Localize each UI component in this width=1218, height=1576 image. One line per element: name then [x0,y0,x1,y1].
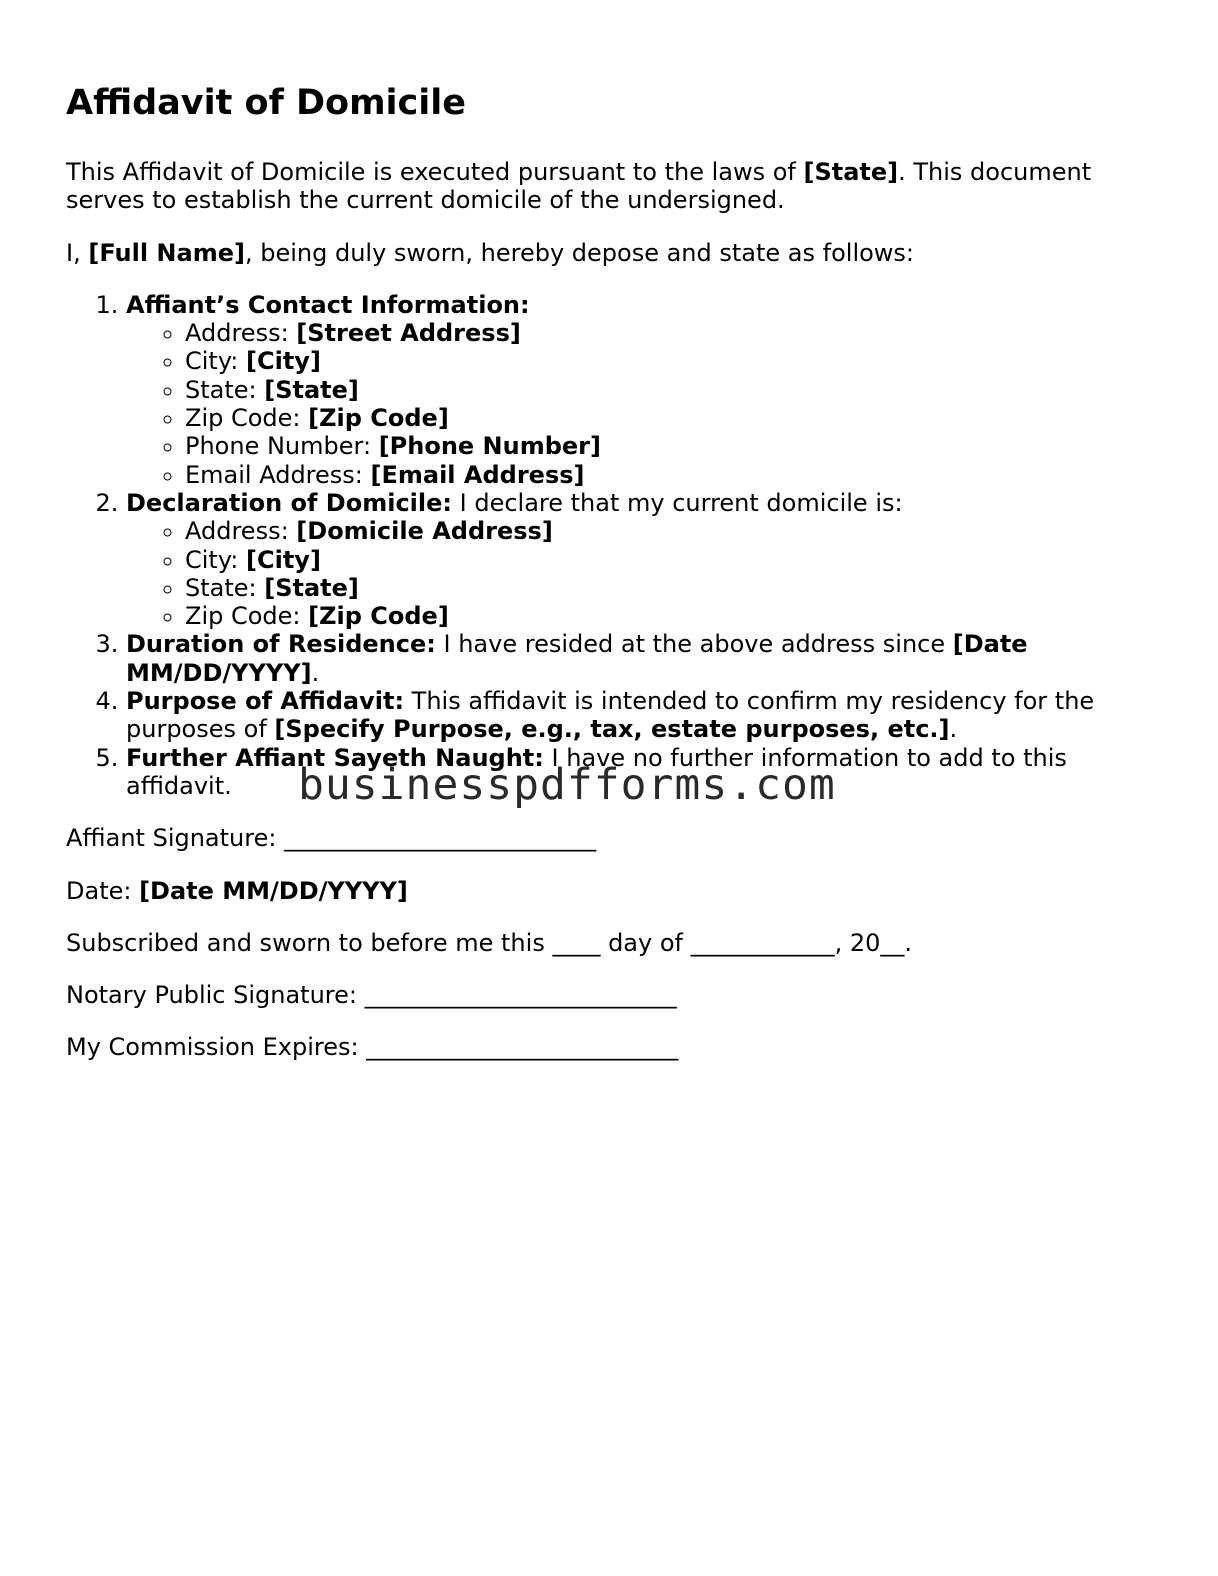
sworn-statement: I, [Full Name], being duly sworn, hereby depose and state as follows: [66,238,915,267]
state-placeholder: [State] [803,158,899,186]
item-contact-info: 1. Affiant’s Contact Information: ◦ Address: [Street Address] ◦ City: [City] ◦ State: [State] ◦ Zip Code: [Zip Code] ◦ Phone Number: [Phone Number] ◦ Email Address: [Email Address] [126,291,1096,489]
document-title: Affidavit of Domicile [66,83,467,123]
domicile-list [126,517,1096,630]
list-item: ◦ State: [State] [185,574,1096,602]
date-line: Date: [Date MM/DD/YYYY] [66,876,408,905]
list-item: ◦ Phone Number: [Phone Number] [185,432,1096,460]
date-placeholder: [Date MM/DD/YYYY] [139,876,408,905]
item-duration-of-residence: 3. Duration of Residence: I have resided at the above address since [Date MM/DD/YYYY]. [126,630,1096,687]
commission-expires-line: My Commission Expires: __________________________ [66,1033,679,1062]
list-item: ◦ Address: [Street Address] [185,319,1096,347]
list-item: ◦ State: [State] [185,376,1096,404]
list-item: ◦ Email Address: [Email Address] [185,461,1096,489]
item-further-affiant: 5. Further Affiant Sayeth Naught: I have no further information to add to this affidavit. [126,744,1096,801]
list-item: ◦ Zip Code: [Zip Code] [185,404,1096,432]
list-item: ◦ Zip Code: [Zip Code] [185,602,1096,630]
full-name-placeholder: [Full Name] [88,238,245,267]
document-page [66,80,1096,1062]
item-purpose-of-affidavit: 4. Purpose of Affidavit: This affidavit is intended to confirm my residency for the purposes of [Specify Purpose, e.g., tax, estate purposes, etc.]. [126,687,1096,744]
affiant-signature-line: Affiant Signature: __________________________ [66,824,597,853]
intro-paragraph: This Affidavit of Domicile is executed pursuant to the laws of [State]. This document serves to establish the current domicile of the undersigned. [66,158,1092,215]
item-declaration-of-domicile: 2. Declaration of Domicile: I declare that my current domicile is: ◦ Address: [Domicile Address] ◦ City: [City] ◦ State: [State] ◦ Zip Code: [Zip Code] [126,489,1096,630]
watermark: businesspdfforms.com [298,760,836,810]
affidavit-items [66,291,1096,800]
subscribed-line: Subscribed and sworn to before me this ____ day of ____________, 20__. [66,928,913,957]
contact-info-list [126,319,1096,489]
notary-signature-line: Notary Public Signature: __________________________ [66,981,677,1010]
list-item: ◦ Address: [Domicile Address] [185,517,1096,545]
list-item: ◦ City: [City] [185,546,1096,574]
list-item: ◦ City: [City] [185,347,1096,375]
